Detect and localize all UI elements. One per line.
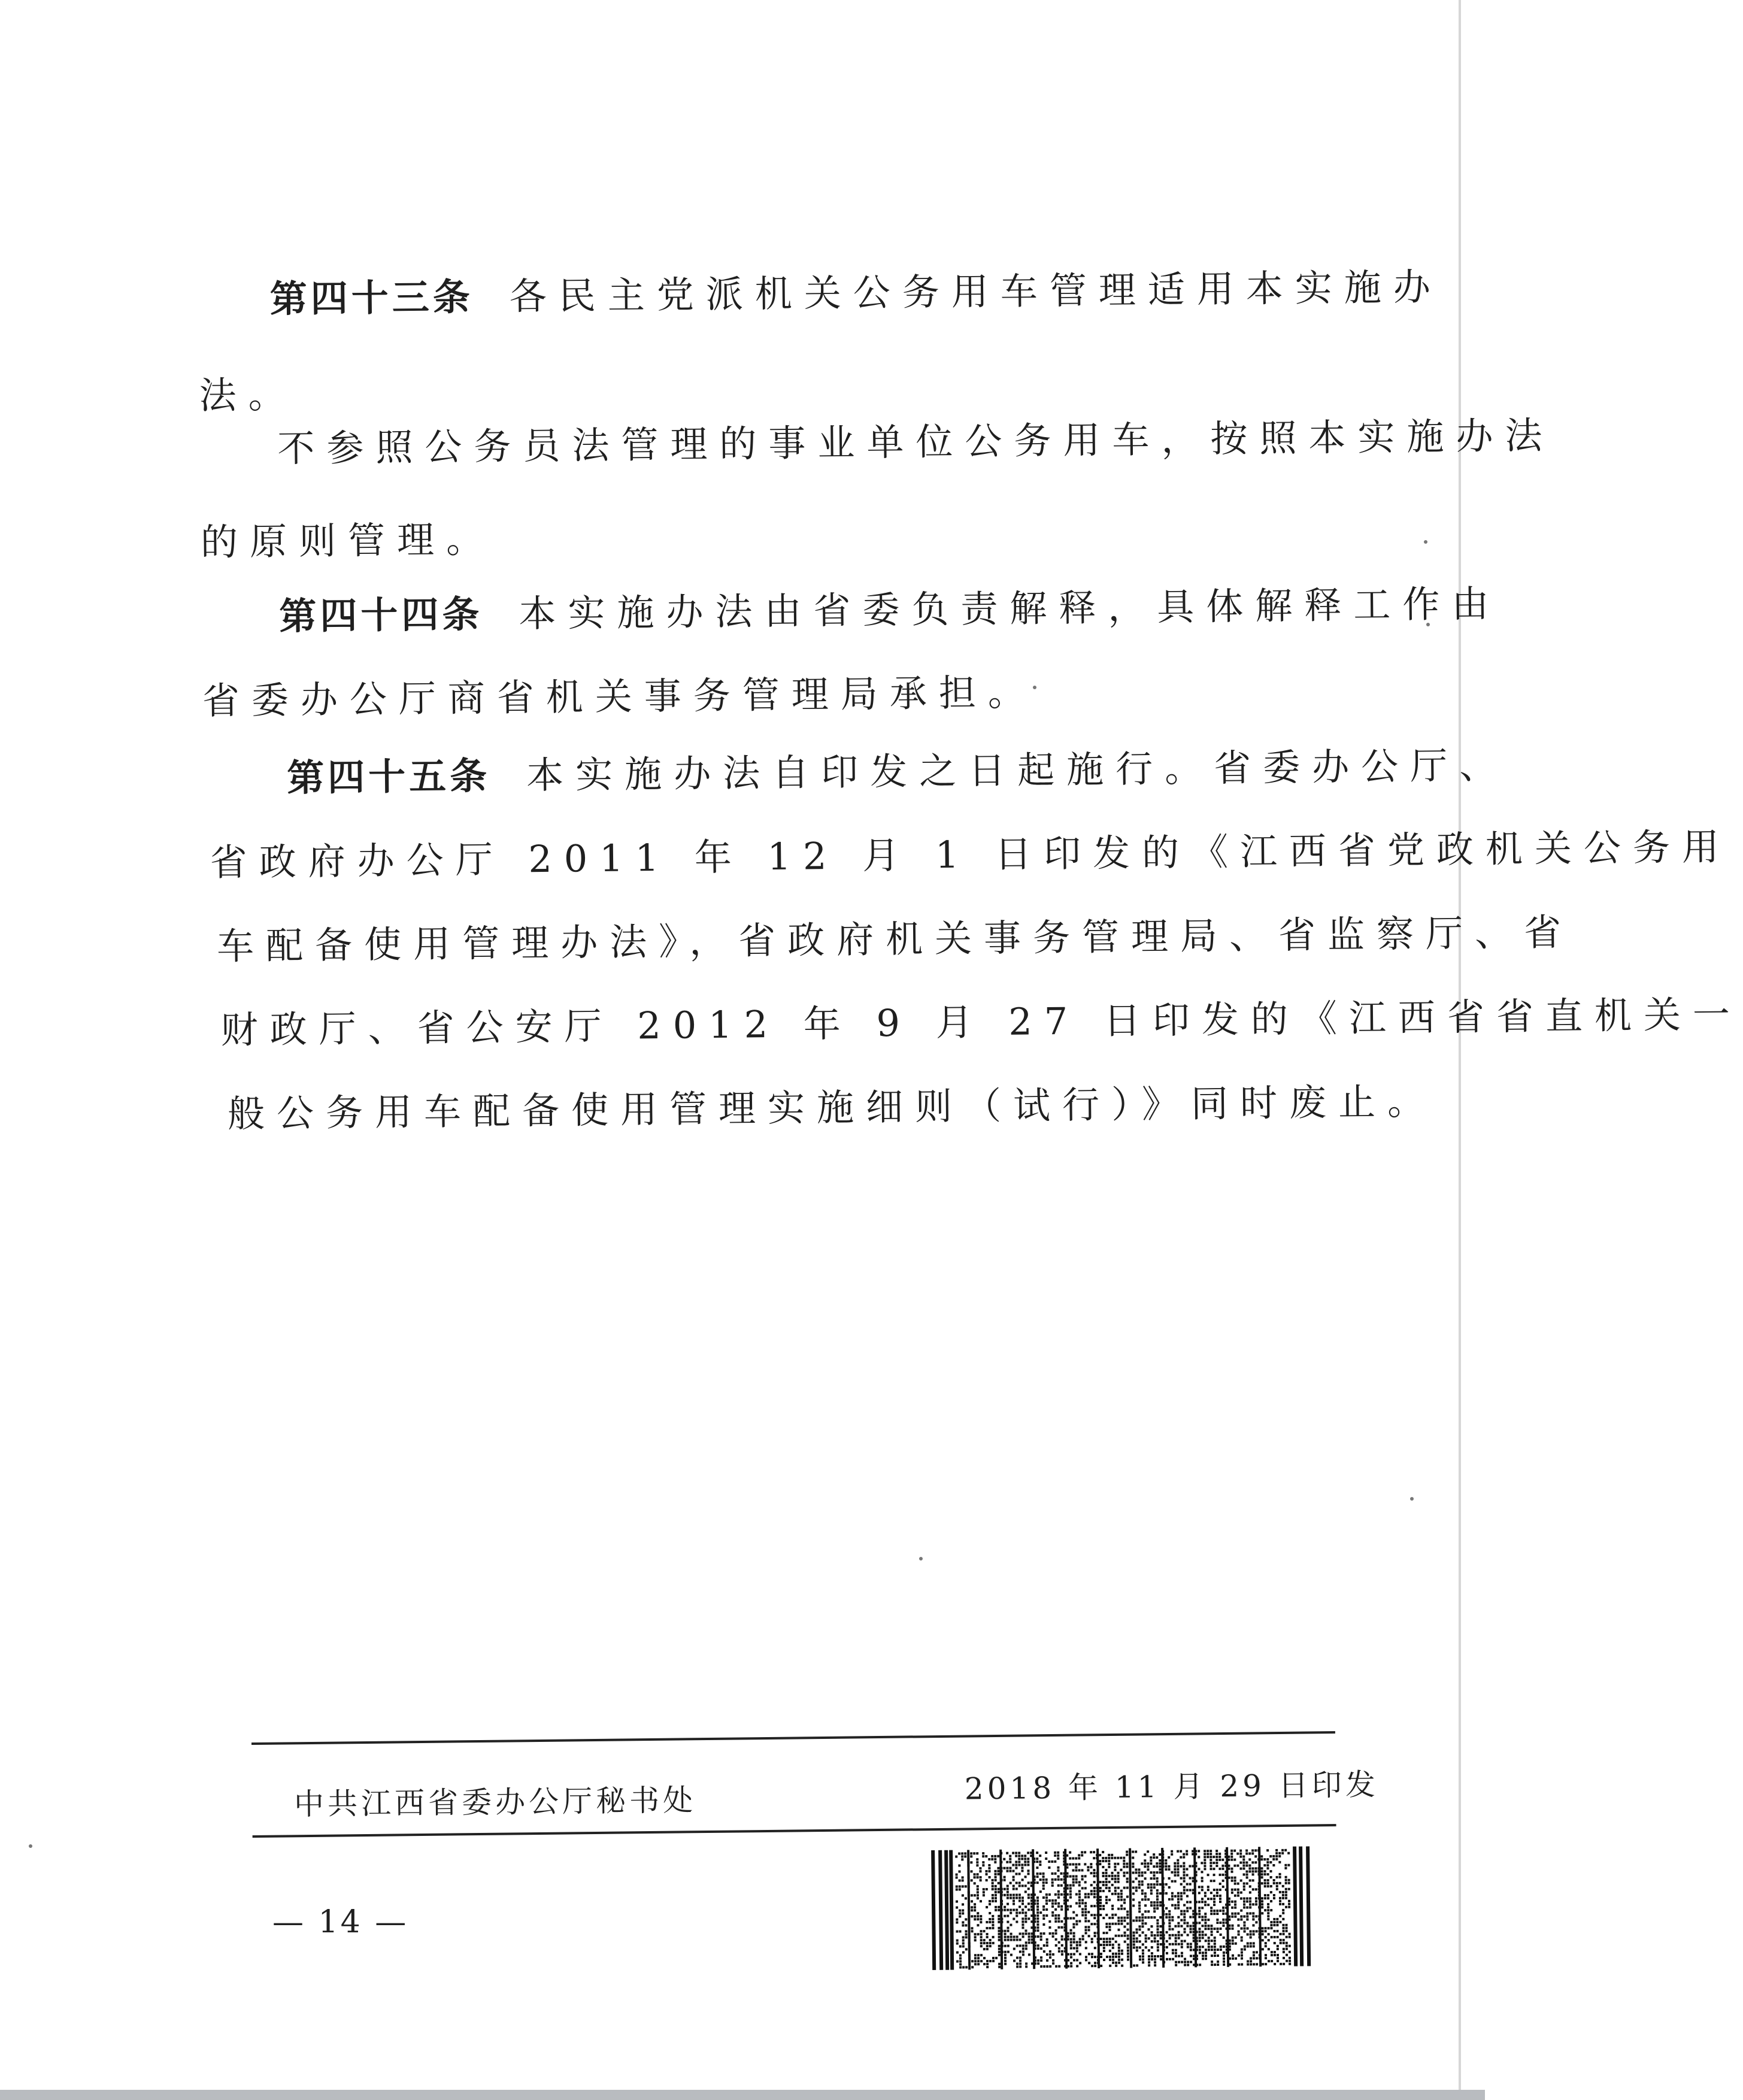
paragraph-text: 的原则管理。 [200, 517, 496, 564]
paragraph-line [216, 910, 1574, 968]
article-44-text: 本实施办法由省委负责解释，具体解释工作由 [518, 581, 1501, 636]
footer-bottom-rule [253, 1824, 1336, 1838]
article-45-text: 本实施办法自印发之日起施行。省委办公厅、 [526, 743, 1509, 798]
paragraph-line [202, 670, 1038, 723]
article-44-label: 第四十四条 [279, 592, 483, 638]
paragraph-line [269, 265, 1443, 321]
paragraph-line [200, 517, 496, 564]
article-45-text: 财政厅、省公安厅 2012 年 9 月 27 日印发的《江西省省直机关一 [220, 992, 1742, 1052]
scan-speck [1424, 540, 1427, 544]
document-body [198, 240, 1742, 1136]
paragraph-line [199, 372, 298, 417]
paragraph-line [277, 413, 1554, 471]
article-45-text: 般公务用车配备使用管理实施细则（试行）》同时废止。 [227, 1079, 1437, 1136]
paragraph-text: 不参照公务员法管理的事业单位公务用车，按照本实施办法 [277, 413, 1554, 471]
paragraph-line [227, 1079, 1437, 1136]
paragraph-line [210, 825, 1732, 884]
paragraph-line [279, 581, 1501, 638]
article-45-label: 第四十五条 [286, 753, 491, 800]
issuer-name: 中共江西省委办公厅秘书处 [293, 1783, 697, 1822]
barcode-image [931, 1840, 1315, 1976]
article-45-text: 省政府办公厅 2011 年 12 月 1 日印发的《江西省党政机关公务用 [210, 825, 1732, 884]
scan-speck [29, 1844, 32, 1848]
footer-top-rule [251, 1731, 1335, 1745]
article-43-text: 法。 [199, 372, 298, 417]
article-43-text: 各民主党派机关公务用车管理适用本实施办 [509, 265, 1443, 319]
paragraph-line [286, 743, 1509, 800]
article-44-text: 省委办公厅商省机关事务管理局承担。 [202, 670, 1038, 723]
scan-right-edge [1459, 0, 1461, 2100]
article-45-text: 车配备使用管理办法》，省政府机关事务管理局、省监察厅、省 [216, 910, 1574, 968]
article-43-label: 第四十三条 [269, 275, 474, 321]
page-number: — 14 — [272, 1904, 409, 1940]
scan-speck [919, 1557, 923, 1560]
scan-bottom-edge [0, 2090, 1485, 2100]
issue-date: 2018 年 11 月 29 日印发 [964, 1767, 1380, 1807]
paragraph-line [220, 992, 1742, 1052]
scan-speck [1410, 1497, 1414, 1501]
